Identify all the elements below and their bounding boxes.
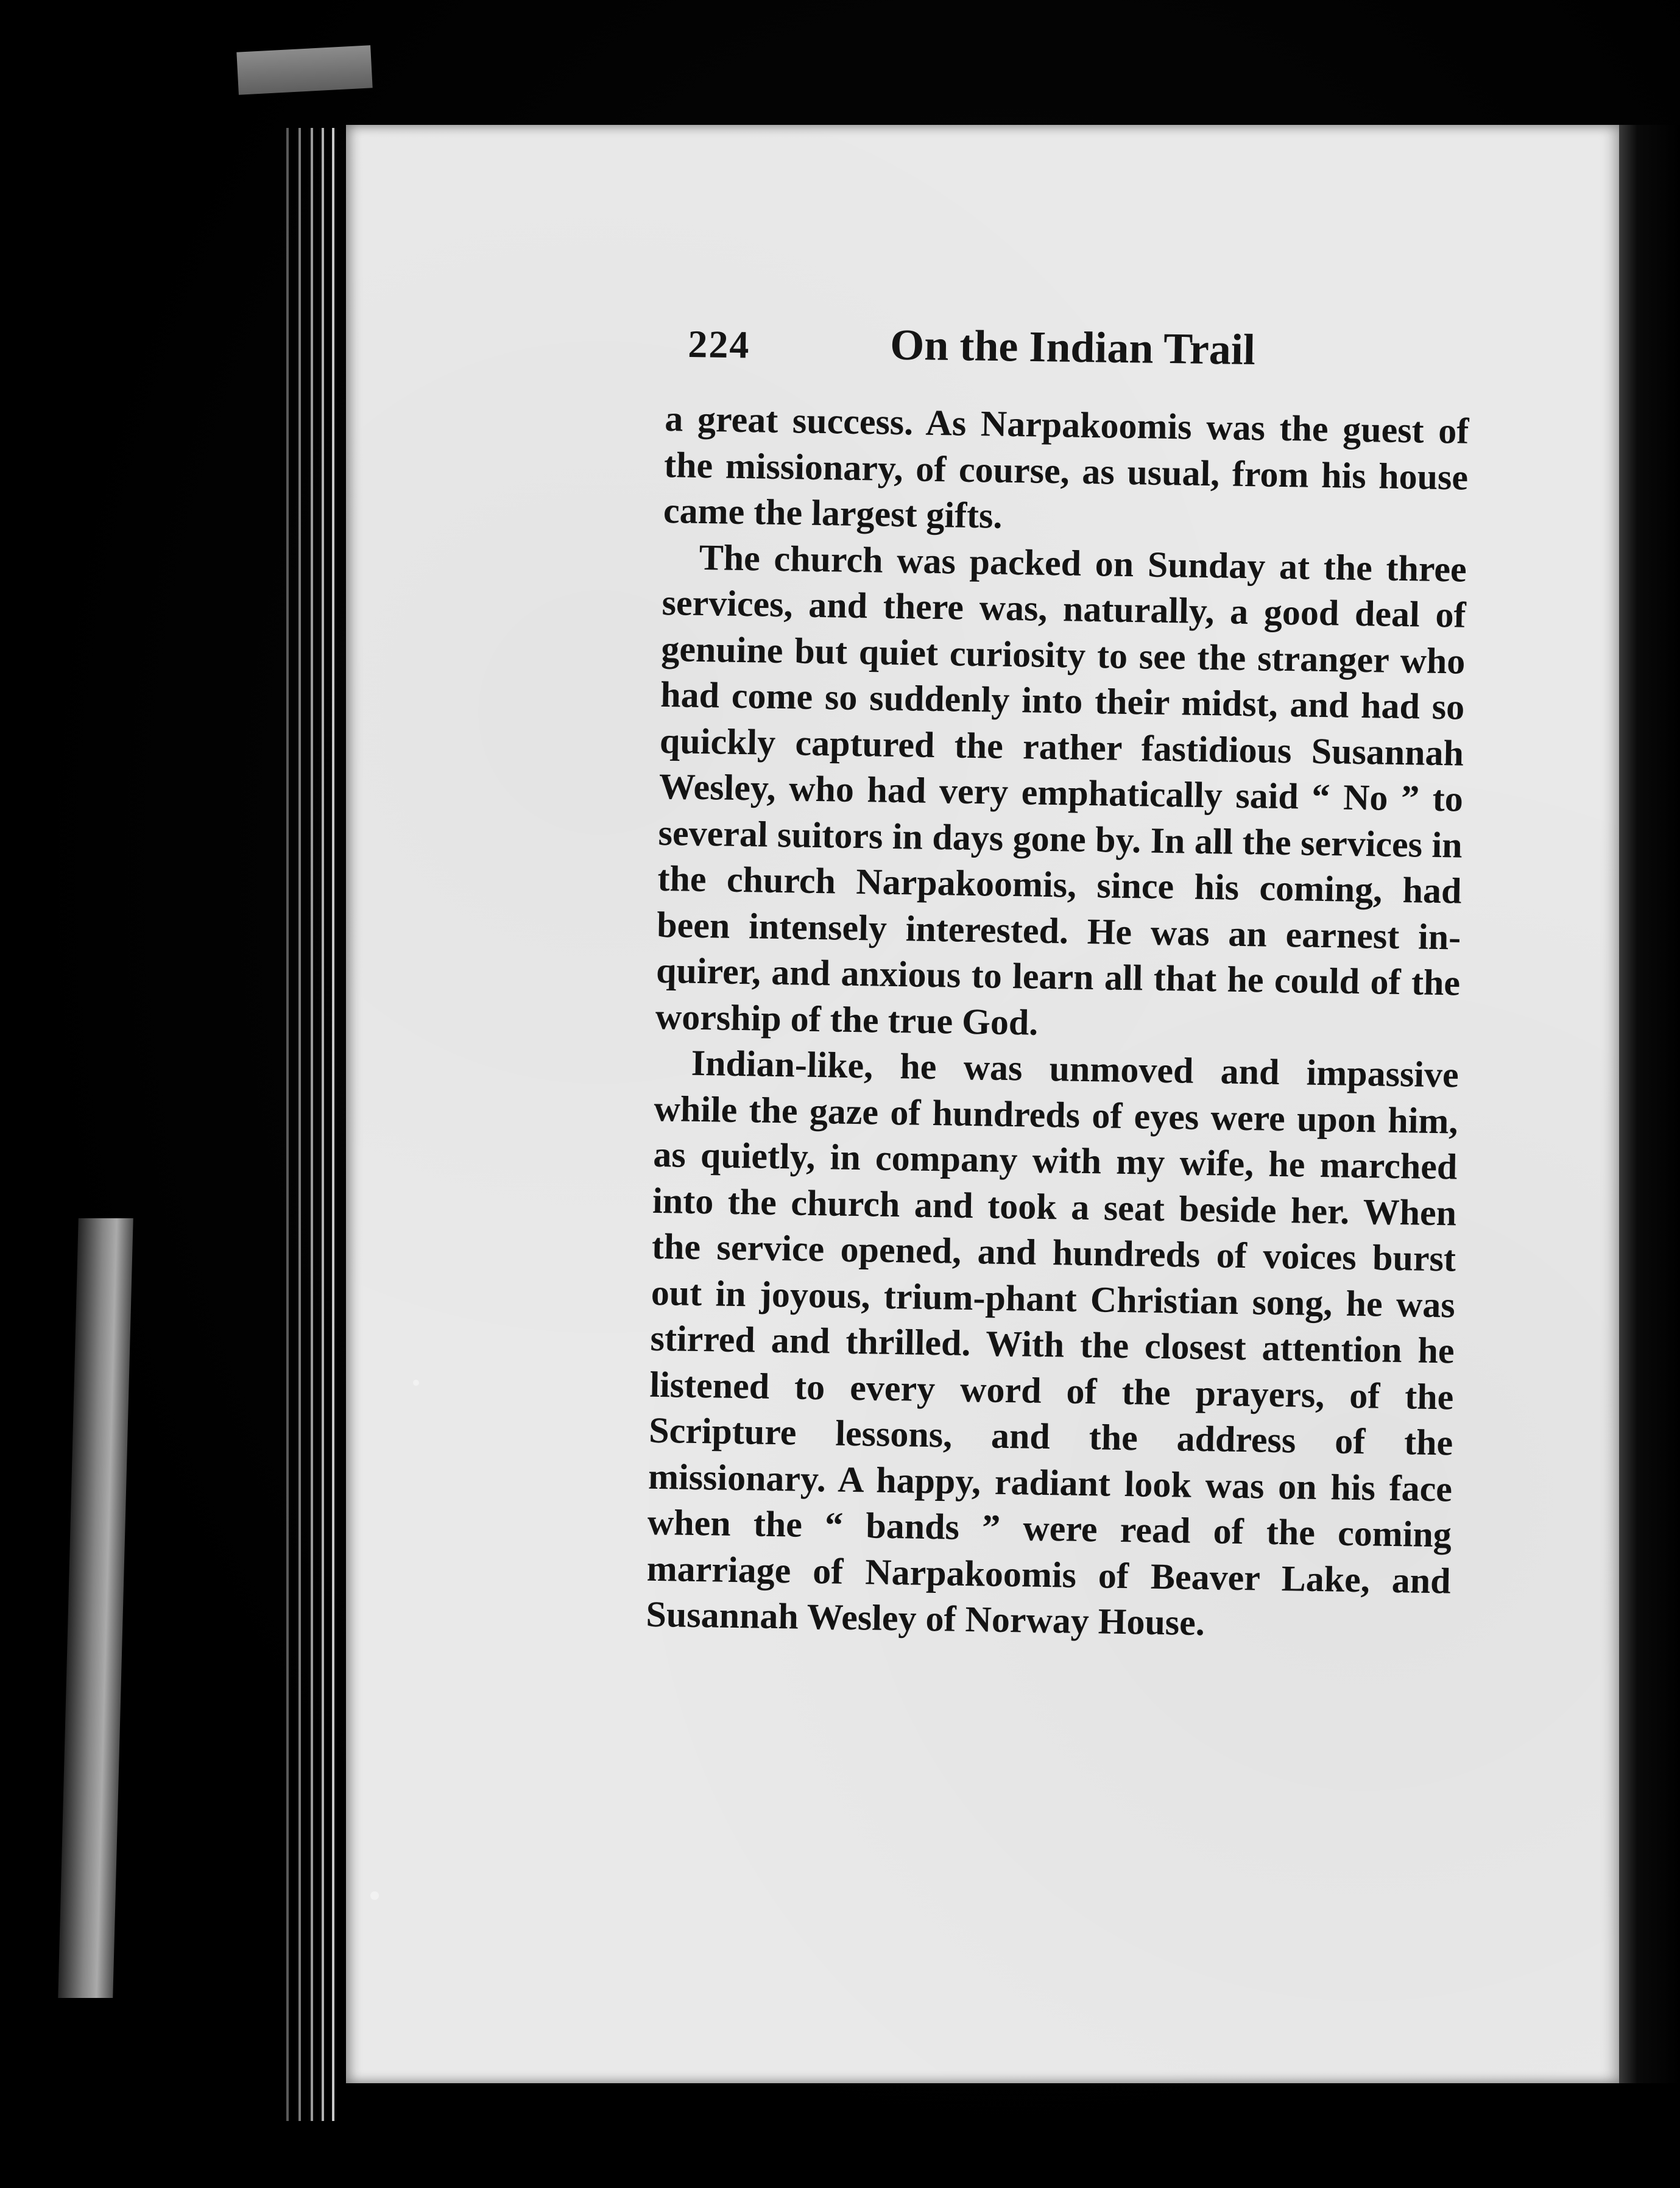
paragraph: a great success. As Narpakoomis was the guest of the missionary, of course, as usual, from his house came the largest gifts. bbox=[663, 398, 1469, 536]
running-head: On the Indian Trail bbox=[889, 320, 1256, 374]
page-edge bbox=[322, 128, 324, 2121]
page-edge bbox=[298, 128, 301, 2121]
paragraph: The church was packed on Sunday at the three services, and there was, naturally, a good deal of genuine but quiet curiosity to see the stranger who had come so suddenly into their midst, and had so quickly captured the rather fastidious Susannah Wesley, who had very emphatically said “ No ” to several suitors in days gone by. In all the services in the church Narpakoomis, since his coming, had been intensely interested. He was an earnest in-quirer, and anxious to learn all that he could of the worship of the true God. bbox=[655, 537, 1467, 1043]
paragraph: Indian-like, he was unmoved and impassive while the gaze of hundreds of eyes were upon him, as quietly, in company with my wife, he marched into the church and took a seat beside her. When the service opened, and hundreds of voices burst out in joyous, trium-phant Christian song, he was stirred and thrilled. With the closest attention he listened to every word of the prayers, of the Scripture lessons, and the address of the missionary. A happy, radiant look was on his face when the “ bands ” were read of the coming marriage of Narpakoomis of Beaver Lake, and Susannah Wesley of Norway House. bbox=[646, 1042, 1459, 1643]
page-edge bbox=[311, 128, 313, 2121]
paper-speck bbox=[370, 1891, 379, 1900]
page-edge bbox=[286, 128, 289, 2121]
cover-tab bbox=[236, 45, 372, 94]
body-text bbox=[646, 396, 1469, 1650]
page-number: 224 bbox=[687, 322, 750, 367]
page-header bbox=[688, 317, 1297, 380]
gutter-shadow bbox=[1619, 125, 1680, 2083]
paper-speck bbox=[413, 1380, 419, 1386]
page-edge bbox=[332, 128, 334, 2121]
